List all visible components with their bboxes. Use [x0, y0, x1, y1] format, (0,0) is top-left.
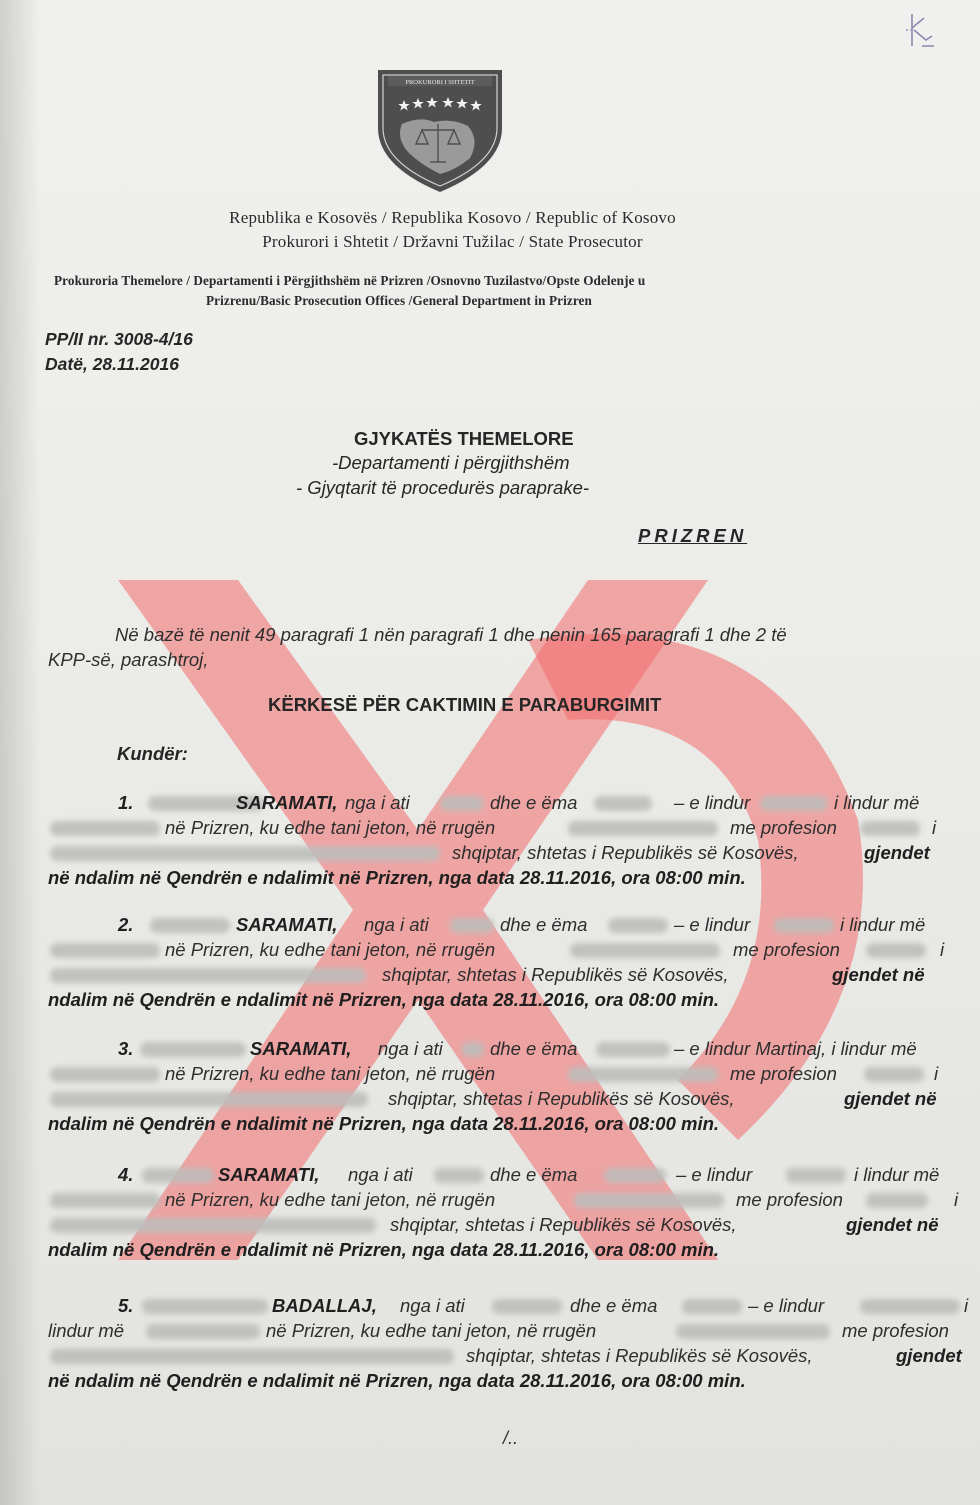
born-label: – e lindur: [748, 1295, 825, 1316]
redacted-birthdate: [50, 821, 160, 836]
residence-text: në Prizren, ku edhe tani jeton, në rrugën: [165, 1189, 496, 1210]
intro-line1: Në bazë të nenit 49 paragrafi 1 nën paragrafi 1 dhe nenin 165 paragrafi 1 dhe 2 të: [115, 624, 787, 645]
person-surname: SARAMATI,: [218, 1164, 320, 1185]
header-republic: Republika e Kosovës / Republika Kosovo / Republic of Kosovo: [229, 208, 676, 227]
prosecutor-seal-icon: [372, 66, 508, 194]
against-label: Kundër:: [117, 743, 188, 764]
addressee-department: -Departamenti i përgjithshëm: [332, 452, 570, 473]
citizenship-text: shqiptar, shtetas i Republikës së Kosovës,: [382, 964, 729, 985]
redacted-street: [568, 1067, 718, 1082]
redacted-mother: [594, 796, 652, 811]
mother-label: dhe e ëma: [490, 792, 578, 813]
line-end: i: [964, 1295, 969, 1316]
mother-label: dhe e ëma: [490, 1038, 578, 1059]
citizenship-text: shqiptar, shtetas i Republikës së Kosovës,: [466, 1345, 813, 1366]
redacted-birthplace: [760, 796, 828, 811]
redacted-birthplace: [860, 1299, 960, 1314]
redacted-mother: [608, 918, 668, 933]
redacted-name: [142, 1299, 268, 1314]
mother-label: dhe e ëma: [500, 914, 588, 935]
person-surname: SARAMATI,: [236, 914, 338, 935]
person-number: 1.: [118, 792, 134, 813]
person-entry: [48, 790, 978, 890]
redacted-birthdate: [50, 1193, 160, 1208]
citizenship-text: shqiptar, shtetas i Republikës së Kosovës,: [390, 1214, 737, 1235]
mother-label: dhe e ëma: [570, 1295, 658, 1316]
profession-label: me profesion: [730, 817, 837, 838]
father-label: nga i ati: [348, 1164, 413, 1185]
redacted-birthplace: [786, 1168, 846, 1183]
redacted-name: [140, 1042, 246, 1057]
citizenship-text: shqiptar, shtetas i Republikës së Kosovës,: [388, 1088, 735, 1109]
person-surname: BADALLAJ,: [272, 1295, 377, 1316]
redacted-profession: [866, 1193, 928, 1208]
person-surname: SARAMATI,: [236, 792, 338, 813]
document-date: Datë, 28.11.2016: [45, 354, 179, 374]
redacted-details: [50, 1092, 368, 1107]
handwritten-mark-icon: [902, 6, 952, 56]
redacted-birthdate: [146, 1324, 260, 1339]
addressee-judge: - Gjyqtarit të procedurës paraprake-: [296, 477, 590, 498]
redacted-mother: [604, 1168, 666, 1183]
mother-label: dhe e ëma: [490, 1164, 578, 1185]
addressee-court: GJYKATËS THEMELORE: [354, 428, 574, 449]
header-prosecutor: Prokurori i Shtetit / Državni Tužilac / State Prosecutor: [262, 232, 643, 251]
header-office-line2: Prizrenu/Basic Prosecution Offices /General Department in Prizren: [206, 293, 592, 308]
line-end: i: [954, 1189, 959, 1210]
header-office-line1: Prokuroria Themelore / Departamenti i Përgjithshëm në Prizren /Osnovno Tuzilastvo/Opste Odelenje u: [54, 273, 646, 288]
detention-text: në ndalim në Qendrën e ndalimit në Prizren, nga data 28.11.2016, ora 08:00 min.: [48, 867, 746, 888]
redacted-profession: [866, 943, 926, 958]
residence-text: në Prizren, ku edhe tani jeton, në rrugën: [165, 939, 496, 960]
detention-text: në ndalim në Qendrën e ndalimit në Prizren, nga data 28.11.2016, ora 08:00 min.: [48, 1370, 746, 1391]
residence-text: në Prizren, ku edhe tani jeton, në rrugën: [165, 1063, 496, 1084]
intro-line2: KPP-së, parashtroj,: [48, 649, 209, 670]
seal-text: PROKURORI I SHTETIT: [405, 79, 475, 86]
redacted-birthdate: [50, 943, 160, 958]
redacted-profession: [860, 821, 920, 836]
profession-label: me profesion: [842, 1320, 949, 1341]
redacted-mother: [682, 1299, 742, 1314]
person-entry: [48, 1162, 978, 1262]
request-title: KËRKESË PËR CAKTIMIN E PARABURGIMIT: [268, 694, 662, 715]
redacted-birthplace: [774, 918, 834, 933]
redacted-details: [50, 846, 440, 861]
detention-label: gjendet në: [832, 964, 925, 985]
born-label: – e lindur: [674, 914, 751, 935]
person-number: 2.: [118, 914, 134, 935]
redacted-father: [462, 1042, 484, 1057]
residence-text: në Prizren, ku edhe tani jeton, në rrugën: [165, 817, 496, 838]
profession-label: me profesion: [733, 939, 840, 960]
detention-label: gjendet: [864, 842, 930, 863]
redacted-profession: [864, 1067, 924, 1082]
detention-text: ndalim në Qendrën e ndalimit në Prizren, nga data 28.11.2016, ora 08:00 min.: [48, 1239, 720, 1260]
line-end: i: [932, 817, 937, 838]
residence-text: në Prizren, ku edhe tani jeton, në rrugën: [266, 1320, 597, 1341]
detention-text: ndalim në Qendrën e ndalimit në Prizren, nga data 28.11.2016, ora 08:00 min.: [48, 1113, 720, 1134]
born-date-label: lindur më: [48, 1320, 125, 1341]
redacted-details: [50, 1349, 454, 1364]
redacted-father: [492, 1299, 562, 1314]
detention-label: gjendet në: [844, 1088, 937, 1109]
born-label: – e lindur Martinaj, i lindur më: [674, 1038, 917, 1059]
continuation-mark: /..: [503, 1428, 519, 1448]
redacted-birthdate: [50, 1067, 160, 1082]
profession-label: me profesion: [736, 1189, 843, 1210]
father-label: nga i ati: [400, 1295, 465, 1316]
redacted-street: [570, 943, 720, 958]
born-date-label: i lindur më: [834, 792, 920, 813]
person-number: 4.: [118, 1164, 134, 1185]
born-label: – e lindur: [674, 792, 751, 813]
detention-label: gjendet: [896, 1345, 962, 1366]
person-surname: SARAMATI,: [250, 1038, 352, 1059]
redacted-street: [568, 821, 718, 836]
father-label: nga i ati: [378, 1038, 443, 1059]
born-date-label: i lindur më: [840, 914, 926, 935]
profession-label: me profesion: [730, 1063, 837, 1084]
redacted-details: [50, 968, 366, 983]
citizenship-text: shqiptar, shtetas i Republikës së Kosovës,: [452, 842, 799, 863]
intro-paragraph: [48, 622, 978, 672]
redacted-details: [50, 1218, 376, 1233]
person-number: 3.: [118, 1038, 134, 1059]
person-entry: [48, 912, 978, 1012]
line-end: i: [940, 939, 945, 960]
redacted-father: [450, 918, 494, 933]
father-label: nga i ati: [364, 914, 429, 935]
detention-text: ndalim në Qendrën e ndalimit në Prizren, nga data 28.11.2016, ora 08:00 min.: [48, 989, 720, 1010]
person-entry: [48, 1036, 978, 1136]
redacted-mother: [596, 1042, 670, 1057]
redacted-father: [434, 1168, 484, 1183]
born-label: – e lindur: [676, 1164, 753, 1185]
redacted-name: [142, 1168, 214, 1183]
redacted-street: [676, 1324, 830, 1339]
detention-label: gjendet në: [846, 1214, 939, 1235]
addressee-city: PRIZREN: [638, 525, 748, 546]
redacted-name: [150, 918, 230, 933]
redacted-street: [574, 1193, 724, 1208]
redacted-father: [440, 796, 484, 811]
line-end: i: [934, 1063, 939, 1084]
person-entry: [48, 1293, 978, 1393]
reference-number: PP/II nr. 3008-4/16: [45, 329, 193, 349]
father-label: nga i ati: [345, 792, 410, 813]
person-number: 5.: [118, 1295, 134, 1316]
born-date-label: i lindur më: [854, 1164, 940, 1185]
